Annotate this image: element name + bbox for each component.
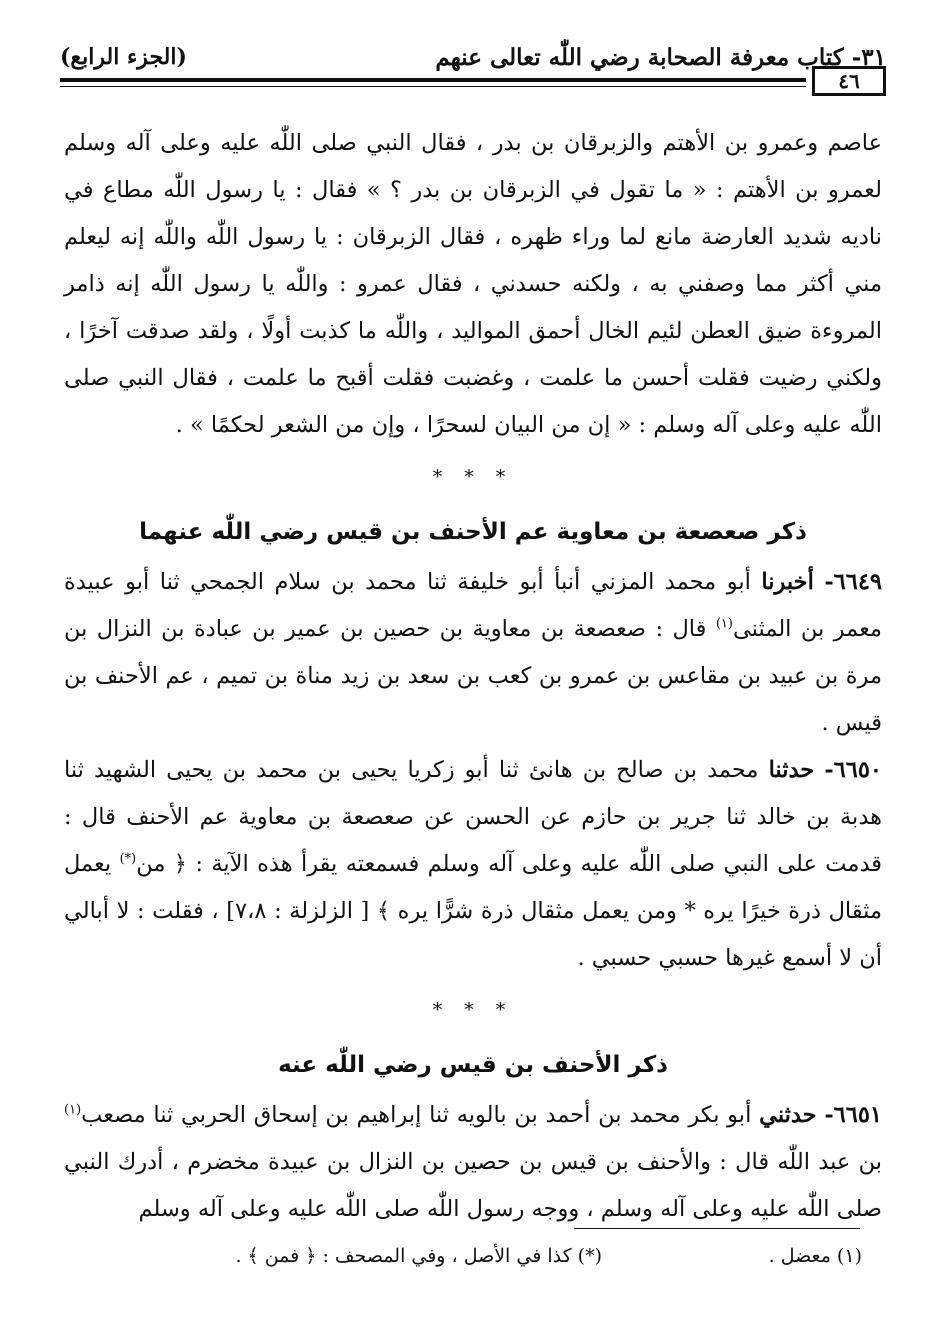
hadith-text: يعمل مثقال ذرة خيرًا يره * ومن يعمل مثقال ذرة شرًّا يره ﴾ [ الزلزلة : ٧،٨] ، فقلت : لا أبالي أن لا أسمع غيرها حسبي حسبي .: [64, 851, 882, 971]
section-heading-ahnaf: ذكر الأحنف بن قيس رضي اللّٰه عنه: [278, 1052, 668, 1078]
volume-label: (الجزء الرابع): [60, 44, 187, 70]
paragraph-continuation: عاصم وعمرو بن الأهتم والزبرقان بن بدر ، فقال النبي صلى اللّٰه عليه وعلى آله وسلم لعمرو بن الأهتم : « ما تقول في الزبرقان بن بدر ؟ » فقال : يا رسول اللّٰه مطاع في ناديه شديد العارضة مانع لما وراء ظهره ، فقال الزبرقان : يا رسول اللّٰه واللّٰه إنه ليعلم مني أكثر مما وصفني به ، ولكنه حسدني ، فقال عمرو : واللّٰه يا رسول اللّٰه إنه ذامر المروءة ضيق العطن لئيم الخال أحمق المواليد ، واللّٰه ما كذبت أولًا ، ولقد صدقت آخرًا ، ولكني رضيت فقلت أحسن ما علمت ، وغضبت فقلت أقبح ما علمت ، فقال النبي صلى اللّٰه عليه وعلى آله وسلم : « إن من البيان لسحرًا ، وإن من الشعر لحكمًا » .: [64, 130, 882, 438]
hadith-number: ٦٦٥١-: [824, 1102, 883, 1128]
separator-stars: * * *: [432, 999, 514, 1021]
footnote-star: (*) كذا في الأصل ، وفي المصحف : ﴿ فمن ﴾ .: [235, 1245, 602, 1267]
section-heading-sasaa: ذكر صعصعة بن معاوية عم الأحنف بن قيس رضي اللّٰه عنهما: [139, 519, 807, 545]
narration-keyword: أخبرنا: [761, 569, 814, 595]
hadith-number: ٦٦٤٩-: [824, 569, 883, 595]
footnotes: [64, 1238, 862, 1278]
page-body: [64, 120, 882, 1233]
hadith-text: محمد بن صالح بن هانئ ثنا أبو زكريا يحيى بن محمد بن يحيى الشهيد ثنا هدبة بن خالد ثنا جرير بن حازم عن الحسن عن صعصعة بن معاوية عم الأحنف قال : قدمت على النبي صلى اللّٰه عليه وعلى آله وسلم فسمعته يقرأ هذه الآية : ﴿ من: [64, 757, 883, 877]
narration-keyword: حدثني: [759, 1102, 817, 1128]
page-number: ٤٦: [812, 66, 886, 96]
hadith-text: أبو بكر محمد بن أحمد بن بالويه ثنا إبراهيم بن إسحاق الحربي ثنا مصعب: [81, 1102, 752, 1128]
separator-stars: * * *: [432, 466, 514, 488]
hadith-6649: [64, 559, 882, 747]
footnote-1: (١) معضل .: [768, 1245, 862, 1267]
chapter-title: ٣١- كتاب معرفة الصحابة رضي اللّٰه تعالى عنهم: [435, 43, 886, 71]
hadith-text: بن عبد اللّٰه قال : والأحنف بن قيس بن حصين بن النزال بن عبيدة مخضرم ، أدرك النبي صلى اللّٰه عليه وعلى آله وسلم ، ووجه رسول اللّٰه صلى اللّٰه عليه وعلى آله وسلم: [64, 1149, 882, 1222]
footnote-rule: [574, 1228, 860, 1229]
running-header: [60, 40, 886, 74]
hadith-text: قال : صعصعة بن معاوية بن حصين بن عمير بن عبادة بن النزال بن مرة بن عبيد بن مقاعس بن عمرو بن كعب بن سعد بن زيد مناة بن تميم ، عم الأحنف بن قيس .: [64, 616, 882, 736]
header-rule-thin: [60, 86, 806, 87]
hadith-6651: [64, 1092, 882, 1233]
hadith-text: أبو محمد المزني أنبأ أبو خليفة ثنا محمد بن سلام الجمحي ثنا أبو عبيدة معمر بن المثنى: [64, 569, 882, 642]
footnote-ref: (*): [119, 851, 137, 867]
footnote-ref: (١): [715, 616, 733, 632]
hadith-number: ٦٦٥٠-: [824, 757, 882, 783]
header-rule-thick: [60, 78, 806, 82]
footnote-ref: (١): [64, 1102, 82, 1118]
narration-keyword: حدثنا: [768, 757, 815, 783]
hadith-6650: [64, 747, 882, 982]
